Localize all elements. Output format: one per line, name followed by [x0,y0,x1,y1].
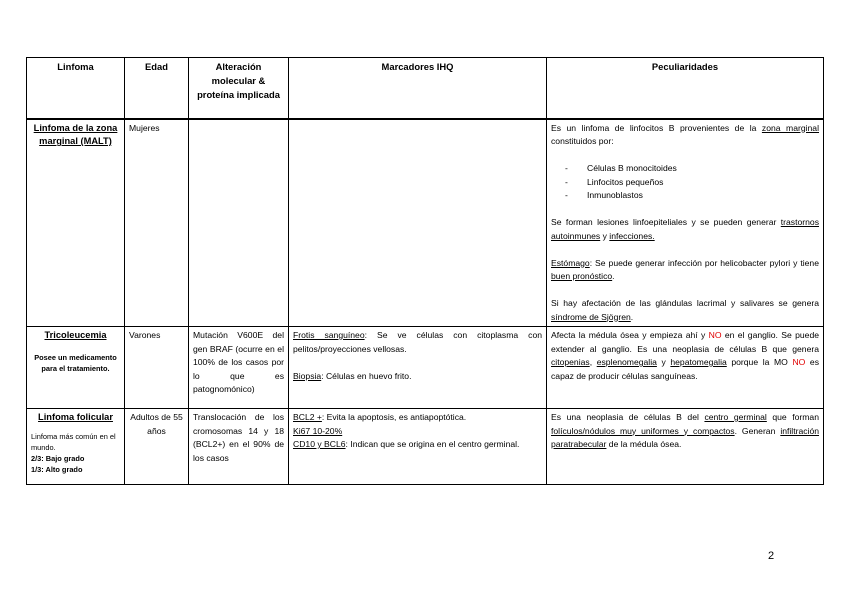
lymphoma-table [26,57,824,485]
list-item: - Linfocitos pequeños [565,176,819,190]
row-tricoleucemia [27,327,824,409]
folicular-alteracion: Translocación de los cromosomas 14 y 18 (BCL2+) en el 90% de los casos [189,409,289,485]
malt-linfoma-cell [27,119,125,327]
page-number: 2 [768,550,775,562]
header-row [27,58,824,119]
malt-pec-p4: Si hay afectación de las glándulas lacrimal y salivares se genera síndrome de Sjögren. [551,298,819,322]
malt-alteracion [189,119,289,327]
malt-pec-p2: Se forman lesiones linfoepiteliales y se pueden generar trastornos autoinmunes y infecciones. [551,217,819,241]
row-folicular [27,409,824,485]
link-zona-marginal: zona marginal [761,122,819,133]
folicular-peculiaridades: Es una neoplasia de células B del centro germinal que forman folículos/nódulos muy uniformes y compactos. Generan infiltración paratrabecular de la médula ósea. [547,409,824,485]
malt-marcadores [289,119,547,327]
trico-name: Tricoleucemia [44,330,107,340]
trico-edad: Varones [125,327,189,409]
malt-peculiaridades [547,119,824,327]
header-linfoma: Linfoma [27,58,125,119]
malt-name: Linfoma de la zona marginal (MALT) [33,122,118,146]
list-item: - Inmunoblastos [565,189,819,203]
header-marcadores: Marcadores IHQ [289,58,547,119]
trico-marcadores: Frotis sanguíneo: Se ve células con citoplasma con pelitos/proyecciones vellosas. Biopsia: Células en huevo frito. [289,327,547,409]
folicular-marcadores: BCL2 +: Evita la apoptosis, es antiapoptótica. Ki67 10-20% CD10 y BCL6: Indican que se origina en el centro germinal. [289,409,547,485]
malt-edad: Mujeres [125,119,189,327]
header-peculiaridades: Peculiaridades [547,58,824,119]
malt-cell-list [551,162,819,203]
folicular-linfoma-cell [27,409,125,485]
malt-pec-p3: Estómago: Se puede generar infección por helicobacter pylori y tiene buen pronóstico. [551,257,819,281]
trico-note: Posee un medicamento para el tratamiento. [34,352,117,373]
trico-alteracion: Mutación V600E del gen BRAF (ocurre en el 100% de los casos por lo que es patognomónico) [189,327,289,409]
header-alteracion: Alteración molecular & proteína implicada [189,58,289,119]
folicular-name: Linfoma folicular [38,412,113,422]
folicular-note1: Linfoma más común en el mundo. [31,431,116,452]
folicular-edad: Adultos de 55 años [125,409,189,485]
malt-pec-p1: Es un linfoma de linfocitos B provenientes de la zona marginal constituidos por: [551,122,819,146]
folicular-note3: 1/3: Alto grado [31,464,83,474]
list-item: - Células B monocitoides [565,162,819,176]
header-edad: Edad [125,58,189,119]
folicular-note2: 2/3: Bajo grado [31,453,85,463]
row-malt [27,119,824,327]
trico-peculiaridades: Afecta la médula ósea y empieza ahí y NO en el ganglio. Se puede extender al ganglio. Es una neoplasia de células B que genera citopenias, esplenomegalia y hepatomegalia porque la MO NO es capaz de producir células sanguíneas. [547,327,824,409]
trico-linfoma-cell [27,327,125,409]
